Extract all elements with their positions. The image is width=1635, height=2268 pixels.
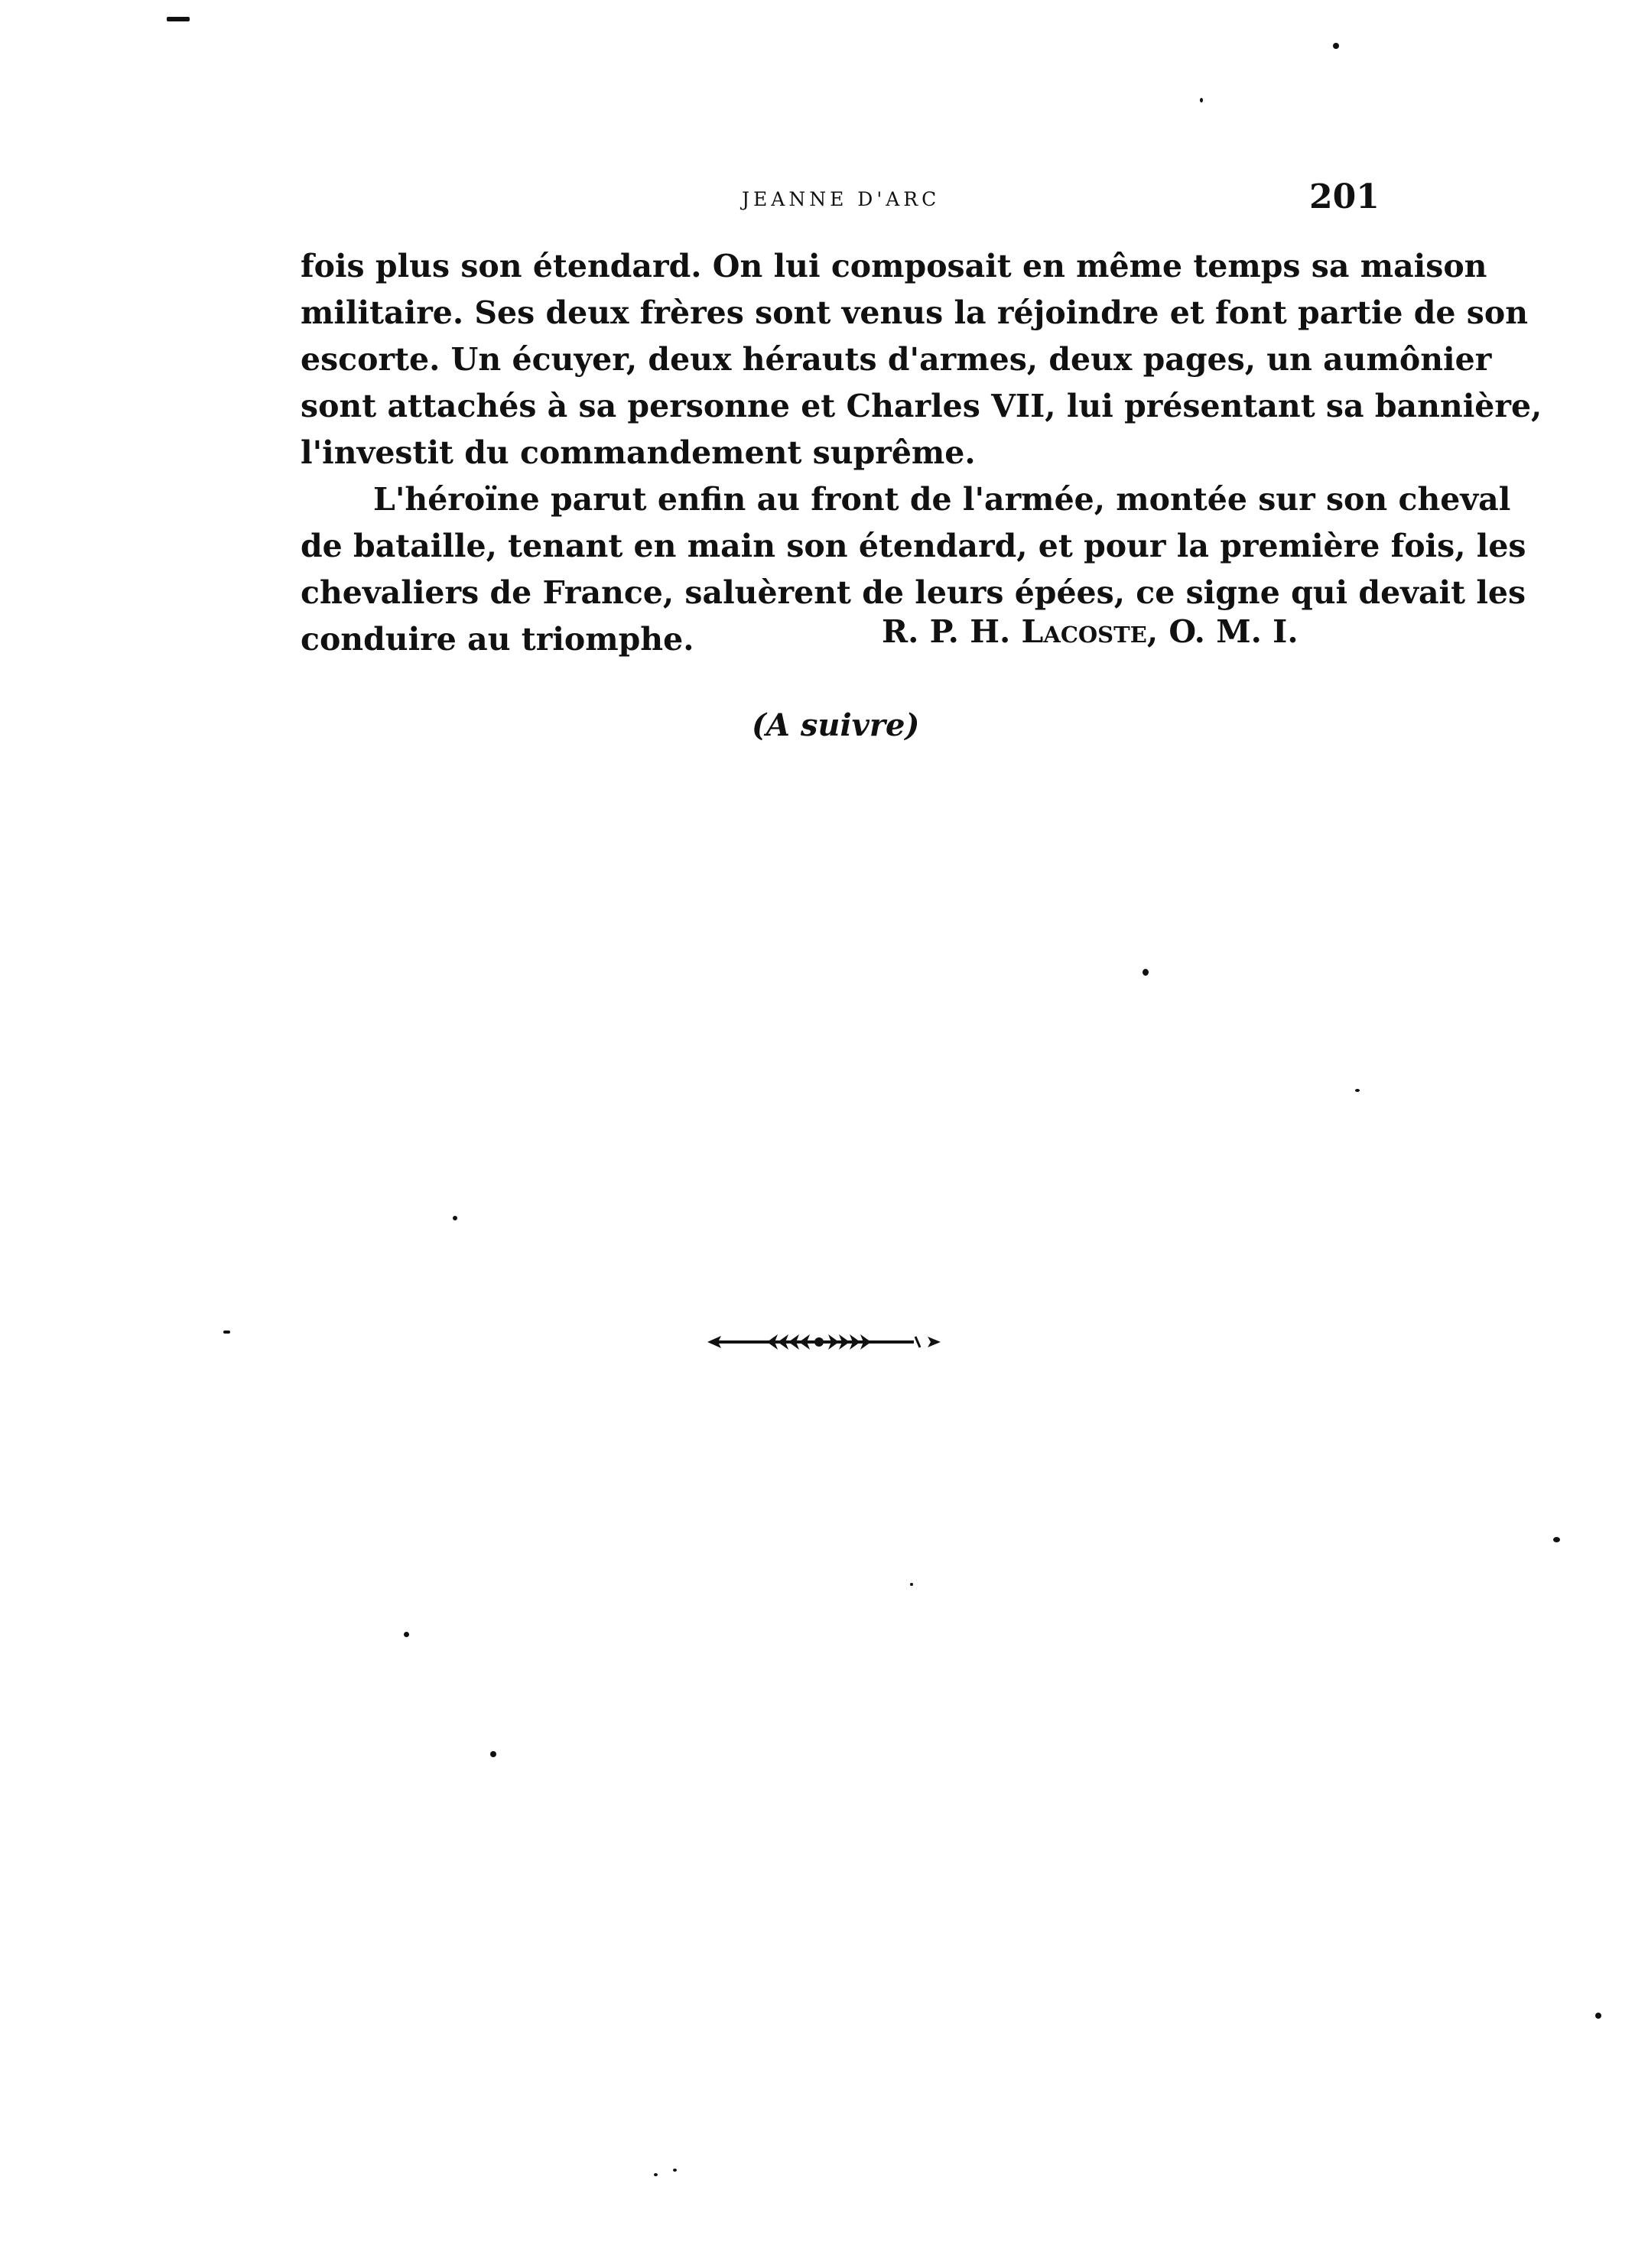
scan-speck bbox=[453, 1216, 457, 1220]
article-text bbox=[301, 243, 1542, 663]
continued-note: (A suivre) bbox=[752, 707, 920, 743]
running-title: JEANNE D'ARC bbox=[742, 188, 941, 210]
running-head bbox=[0, 177, 1635, 223]
signature-name: Lacoste bbox=[1021, 613, 1147, 650]
text-line: de bataille, tenant en main son étendard, et pour la première fois, les bbox=[301, 528, 1526, 564]
signature-prefix: R. P. H. bbox=[882, 613, 1022, 650]
arrow-ornament-icon bbox=[707, 1331, 941, 1353]
text-line: escorte. Un écuyer, deux hérauts d'armes, deux pages, un aumônier bbox=[301, 341, 1492, 378]
scan-speck bbox=[1553, 1537, 1560, 1542]
scan-speck bbox=[910, 1583, 913, 1586]
author-signature bbox=[882, 613, 1299, 650]
text-line: sont attachés à sa personne et Charles VII, lui présentant sa bannière, bbox=[301, 388, 1542, 424]
scan-speck bbox=[404, 1632, 409, 1637]
text-line: conduire au triomphe. bbox=[301, 621, 694, 658]
scan-speck bbox=[1333, 43, 1339, 49]
scan-speck bbox=[654, 2173, 658, 2176]
page-number: 201 bbox=[1309, 177, 1380, 216]
scan-speck bbox=[1355, 1089, 1360, 1092]
signature-suffix: , O. M. I. bbox=[1146, 613, 1299, 650]
text-line: L'héroïne parut enfin au front de l'armée, montée sur son cheval bbox=[373, 481, 1511, 518]
scan-speck bbox=[1200, 98, 1203, 102]
text-line: chevaliers de France, saluèrent de leurs épées, ce signe qui devait les bbox=[301, 574, 1526, 611]
scan-speck bbox=[490, 1751, 496, 1757]
text-line: fois plus son étendard. On lui composait en même temps sa maison bbox=[301, 248, 1487, 284]
scan-speck bbox=[167, 17, 190, 21]
text-line: militaire. Ses deux frères sont venus la réjoindre et font partie de son bbox=[301, 294, 1529, 331]
scan-speck bbox=[673, 2169, 677, 2172]
text-line: l'investit du commandement suprême. bbox=[301, 434, 976, 471]
scan-speck bbox=[1143, 969, 1149, 976]
scan-speck bbox=[223, 1331, 230, 1334]
scan-speck bbox=[1595, 2013, 1601, 2019]
